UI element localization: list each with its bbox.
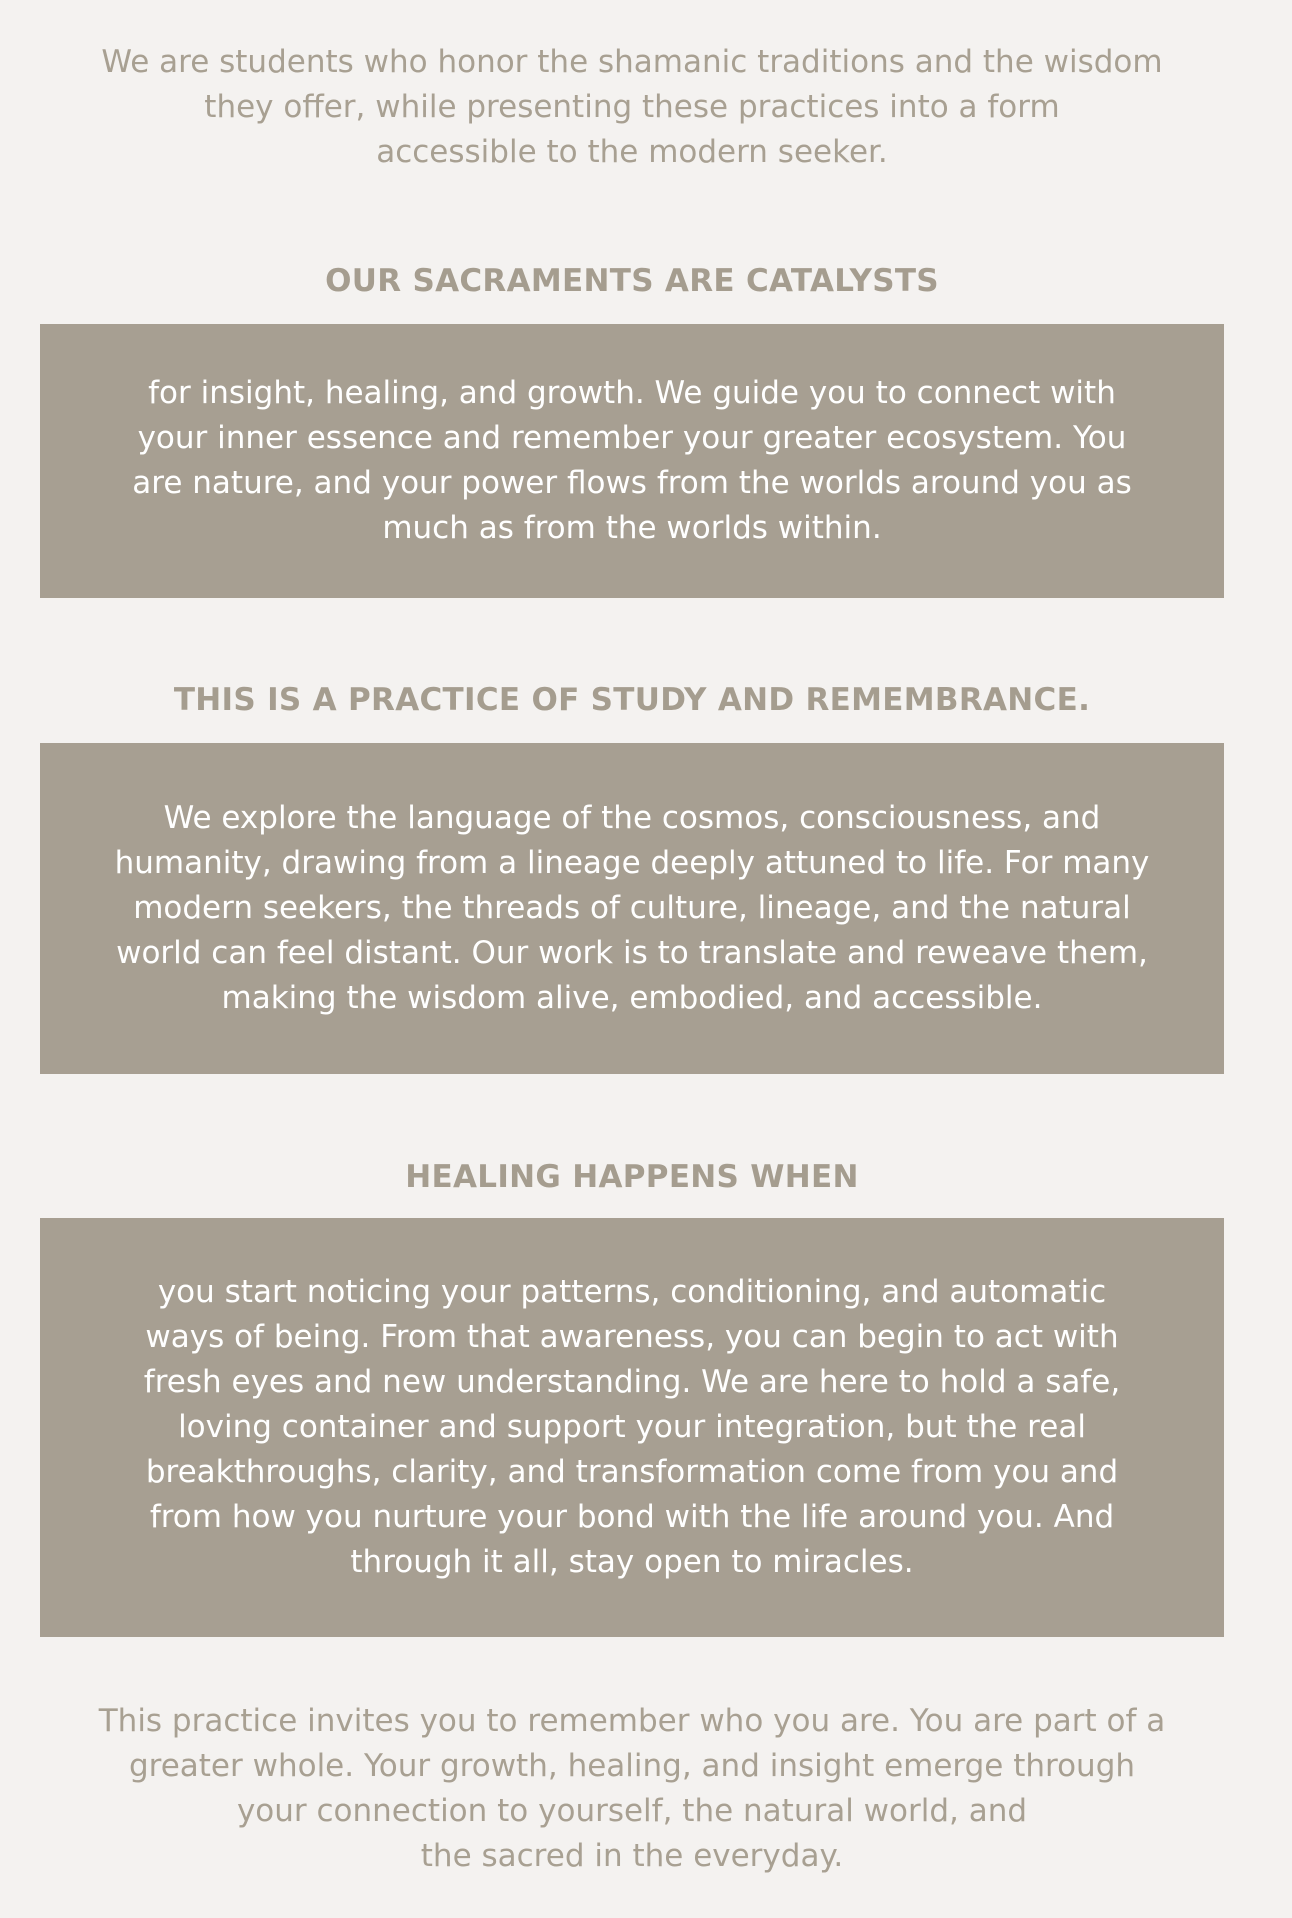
body-line: are nature, and your power flows from the worlds around you as	[132, 465, 1132, 501]
section-box-sacraments	[40, 324, 1224, 598]
intro-paragraph	[40, 40, 1224, 175]
body-line: fresh eyes and new understanding. We are here to hold a safe,	[143, 1364, 1121, 1400]
body-line: making the wisdom alive, embodied, and accessible.	[221, 980, 1043, 1016]
body-line: from how you nurture your bond with the life around you. And	[149, 1499, 1115, 1535]
intro-line: We are students who honor the shamanic traditions and the wisdom	[101, 44, 1163, 80]
outro-line: greater whole. Your growth, healing, and insight emerge through	[128, 1748, 1136, 1784]
section-heading-practice: THIS IS A PRACTICE OF STUDY AND REMEMBRANCE.	[173, 682, 1091, 718]
body-line: ways of being. From that awareness, you can begin to act with	[145, 1319, 1119, 1355]
section-box-healing	[40, 1218, 1224, 1637]
body-line: your inner essence and remember your greater ecosystem. You	[137, 420, 1127, 456]
section-body-practice	[115, 796, 1150, 1021]
section-heading-healing: HEALING HAPPENS WHEN	[405, 1159, 859, 1195]
body-line: loving container and support your integration, but the real	[178, 1409, 1086, 1445]
body-line: through it all, stay open to miracles.	[350, 1544, 914, 1580]
body-line: breakthroughs, clarity, and transformation come from you and	[145, 1454, 1119, 1490]
body-line: world can feel distant. Our work is to translate and reweave them,	[116, 935, 1148, 971]
outro-line: This practice invites you to remember who you are. You are part of a	[98, 1703, 1166, 1739]
body-line: humanity, drawing from a lineage deeply attuned to life. For many	[114, 845, 1150, 881]
body-line: you start noticing your patterns, conditioning, and automatic	[157, 1274, 1107, 1310]
body-line: We explore the language of the cosmos, consciousness, and	[163, 800, 1101, 836]
body-line: much as from the worlds within.	[382, 510, 882, 546]
section-body-healing	[144, 1270, 1120, 1585]
section-body-sacraments	[132, 371, 1131, 551]
outro-line: your connection to yourself, the natural world, and	[236, 1793, 1028, 1829]
section-box-practice	[40, 743, 1224, 1074]
body-line: modern seekers, the threads of culture, lineage, and the natural	[133, 890, 1131, 926]
intro-line: they offer, while presenting these practices into a form	[204, 89, 1060, 125]
body-line: for insight, healing, and growth. We guide you to connect with	[148, 375, 1116, 411]
outro-paragraph	[40, 1699, 1224, 1879]
outro-line: the sacred in the everyday.	[420, 1838, 844, 1874]
intro-line: accessible to the modern seeker.	[376, 134, 888, 170]
section-heading-sacraments: OUR SACRAMENTS ARE CATALYSTS	[325, 263, 939, 299]
